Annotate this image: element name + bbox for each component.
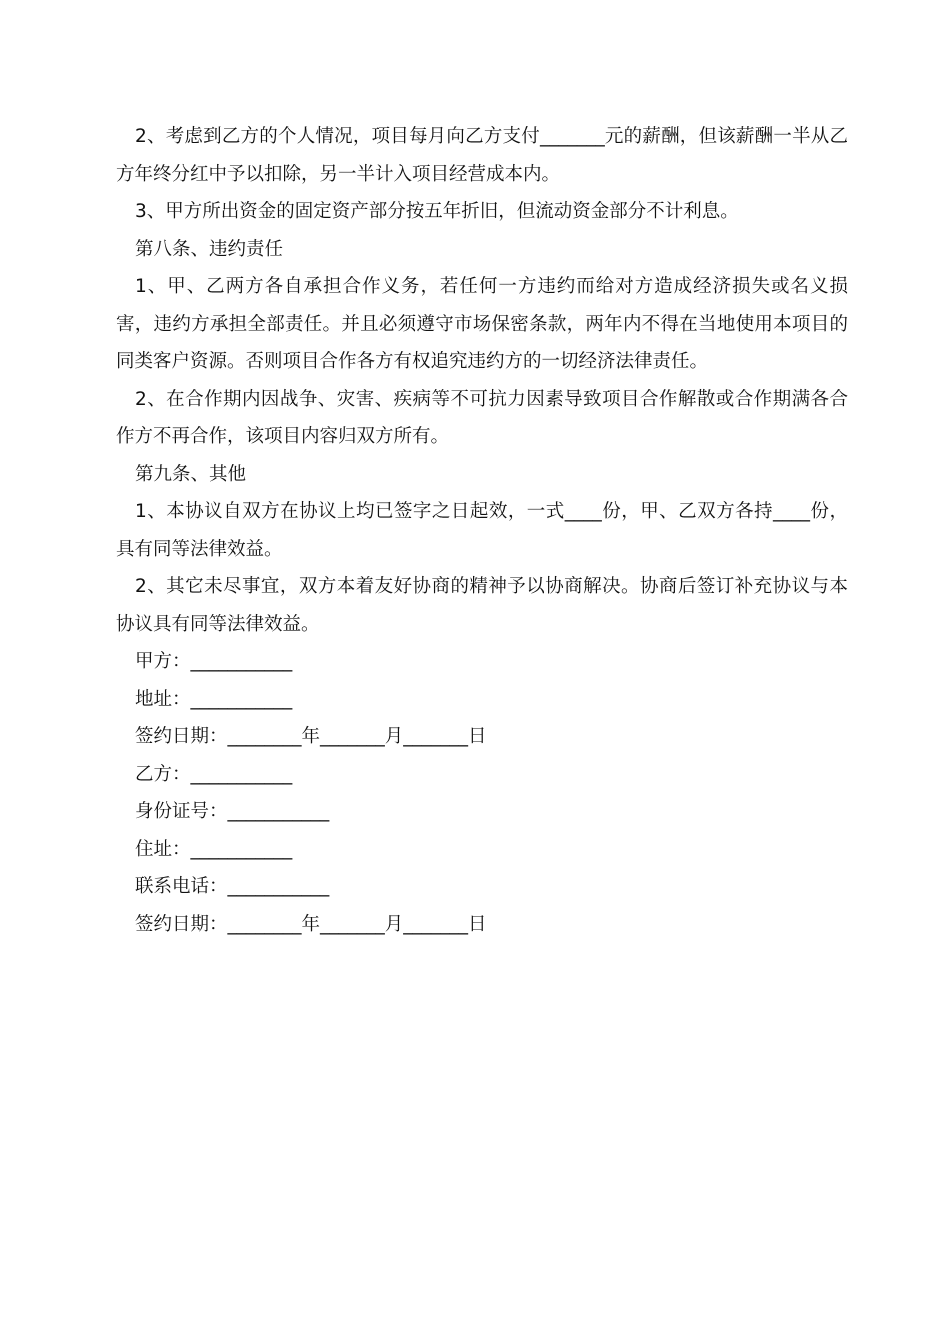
party-a-line: 甲方：___________ [135, 651, 293, 672]
clause-depreciation: 3、甲方所出资金的固定资产部分按五年折旧，但流动资金部分不计利息。 [135, 201, 739, 222]
party-b-id-number-line: 身份证号：___________ [135, 801, 330, 822]
clause-force-majeure: 2、在合作期内因战争、灾害、疾病等不可抗力因素导致项目合作解散或合作期满各合作方不再合作，该项目内容归双方所有。 [116, 388, 848, 447]
clause-breach-liability: 1、甲、乙两方各自承担合作义务，若任何一方违约而给对方造成经济损失或名义损害，违约方承担全部责任。并且必须遵守市场保密条款，两年内不得在当地使用本项目的同类客户资源。否则项目合作各方有权追究违约方的一切经济法律责任。 [116, 276, 848, 372]
clause-effective-date: 1、本协议自双方在协议上均已签字之日起效，一式____份，甲、乙双方各持____份，具有同等法律效益。 [116, 501, 848, 560]
party-b-residence-line: 住址：___________ [135, 838, 293, 860]
party-b-sign-date-line: 签约日期：________年_______月_______日 [135, 913, 487, 935]
party-b-phone-line: 联系电话：___________ [135, 876, 330, 897]
article-8-heading: 第八条、违约责任 [135, 238, 284, 260]
party-a-address-line: 地址：___________ [135, 688, 293, 710]
article-9-heading: 第九条、其他 [135, 463, 247, 485]
party-b-line: 乙方：___________ [135, 763, 293, 785]
clause-salary-payment: 2、考虑到乙方的个人情况，项目每月向乙方支付_______元的薪酬，但该薪酬一半从乙方年终分红中予以扣除，另一半计入项目经营成本内。 [116, 126, 848, 185]
clause-supplementary: 2、其它未尽事宜，双方本着友好协商的精神予以协商解决。协商后签订补充协议与本协议具有同等法律效益。 [116, 576, 848, 635]
party-a-sign-date-line: 签约日期：________年_______月_______日 [135, 726, 487, 747]
signature-block [116, 643, 848, 943]
contract-body [116, 118, 848, 943]
